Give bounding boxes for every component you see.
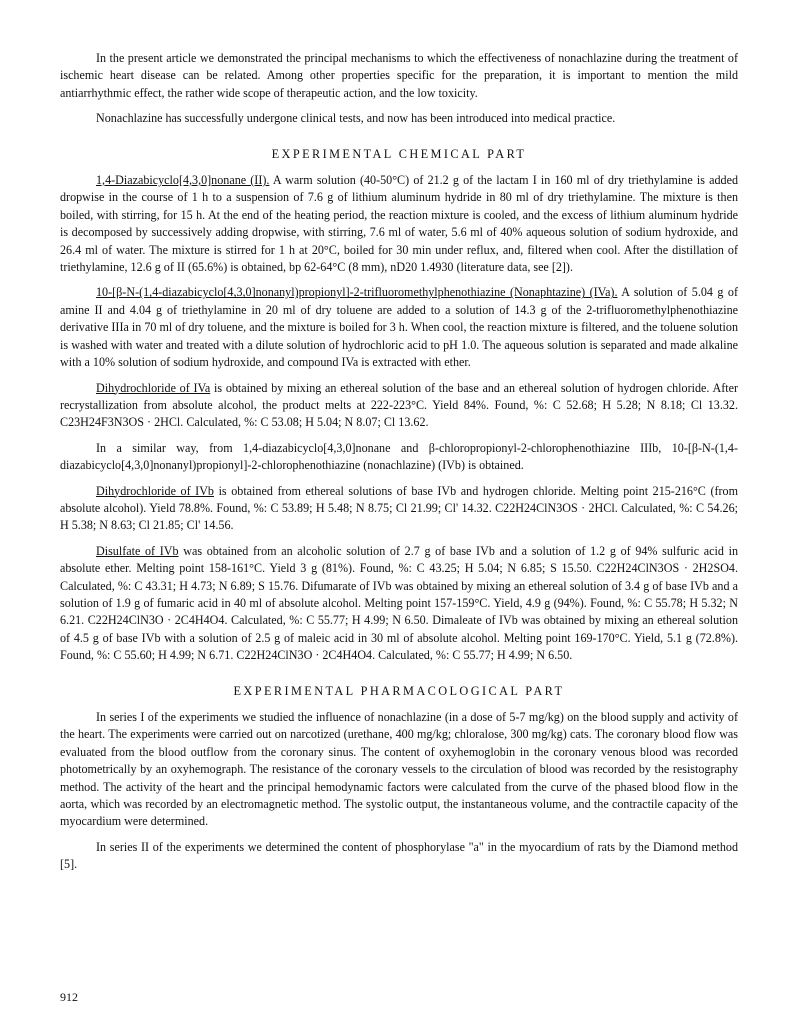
intro-paragraph-2: Nonachlazine has successfully undergone clinical tests, and now has been introduced into medical practice. [96, 111, 616, 126]
chem-paragraph-3 [60, 380, 738, 432]
chem-paragraph-6 [60, 543, 738, 665]
page-number: 912 [60, 990, 78, 1004]
section-heading-pharmacological: EXPERIMENTAL PHARMACOLOGICAL PART [233, 683, 565, 698]
chem-paragraph-1 [60, 172, 738, 276]
chem-paragraph-5 [60, 483, 738, 535]
chem-lead-3: Dihydrochloride of IVa [96, 380, 211, 395]
chem-paragraph-4 [60, 440, 738, 475]
chem-text-6: was obtained from an alcoholic solution of 2.7 g of base IVb and a solution of 1.2 g of 94% sulfuric acid in absolute ether. Melting point 158-161°C. Yield 3 g (81%). Found, %: C 43.25; H 5.04; N 6.85; S 15.50. C22H24ClN3OS · 2H2SO4. Calculated, %: C 43.31; H 4.73; N 6.89; S 15.76. Difumarate of IVb was obtained by mixing an ethereal solution of 3.4 g of base IVb and a solution of 1.9 g of fumaric acid in 40 ml of absolute alcohol. Melting point 157-159°C. Yield, 4.9 g (94%). Found, %: C 55.78; H 5.32; N 6.21. C22H24ClN3O · 2C4H4O4. Calculated, %: C 55.77; H 4.99; N 6.50. Dimaleate of IVb was obtained by mixing an ethereal solution of 4.5 g of base IVb with a solution of 2.5 g of maleic acid in 30 ml of absolute alcohol. Melting point 169-170°C. Yield, 5.1 g (72.8%). Found, %: C 55.60; H 4.99; N 6.71. C22H24ClN3O · 2C4H4O4. Calculated, %: C 55.77; H 4.99; N 6.50. [60, 543, 738, 663]
section-heading-chemical: EXPERIMENTAL CHEMICAL PART [271, 146, 527, 161]
pharm-paragraph-1: In series I of the experiments we studied the influence of nonachlazine (in a dose of 5-7 mg/kg) on the blood supply and activity of the heart. The experiments were carried out on narcotized (urethane, 400 mg/kg; chloralose, 300 mg/kg) cats. The coronary blood flow was evaluated from the blood outflow from the coronary sinus. The content of oxyhemoglobin in the coronary venous blood was recorded photometrically by an oxyhemograph. The resistance of the coronary vessels to the circulation of blood was recorded by the resistography method. The activity of the heart and the principal hemodynamic factors were calculated from the curve of the phased blood flow in the aorta, which was recorded by an electromagnetic method. The systolic output, the instantaneous volume, and the contractile capacity of the myocardium were determined. [60, 710, 738, 829]
chem-lead-1: 1,4-Diazabicyclo[4,3,0]nonane (II). [96, 173, 270, 188]
chem-text-3: is obtained by mixing an ethereal solution of the base and an ethereal solution of hydrogen chloride. After recrystallization from absolute alcohol, the product melts at 222-223°C. Yield 84%. Found, %: C 52.68; H 5.28; N 8.18; Cl 13.32. C23H24F3N3OS · 2HCl. Calculated, %: C 53.08; H 5.04; N 8.07; Cl 13.62. [60, 380, 738, 430]
chem-text-2: A solution of 5.04 g of amine II and 4.04 g of triethylamine in 20 ml of dry toluene are added to a solution of 14.3 g of the 2-trifluoromethylphenothiazine derivative IIIa in 70 ml of dry toluene, and the mixture is boiled for 3 h. When cool, the reaction mixture is filtered, and the toluene solution is washed with water and treated with a dilute solution of hydrochloric acid to pH 1.0. The aqueous solution is separated and made alkaline with a 10% solution of sodium hydroxide, and compound IVa is extracted with ether. [60, 285, 739, 370]
intro-paragraph-1: In the present article we demonstrated the principal mechanisms to which the effectiveness of nonachlazine during the treatment of ischemic heart disease can be related. Among other properties specific for the preparation, it is important to mention the mild antiarrhythmic effect, the rather wide scope of therapeutic action, and the low toxicity. [60, 51, 738, 100]
chem-lead-6: Disulfate of IVb [96, 543, 179, 558]
pharm-paragraph-2: In series II of the experiments we determined the content of phosphorylase "a" in the myocardium of rats by the Diamond method [5]. [60, 839, 738, 872]
chem-paragraph-2 [60, 284, 738, 371]
chem-lead-2: 10-[β-N-(1,4-diazabicyclo[4,3,0]nonanyl)propionyl]-2-trifluoromethylphenothiazine (Nonaphtazine) (IVa). [96, 285, 618, 300]
chem-text-1: A warm solution (40-50°C) of 21.2 g of the lactam I in 160 ml of dry triethylamine is added dropwise in the course of 1 h to a suspension of 7.6 g of lithium aluminum hydride in 80 ml of dry triethylamine. The mixture is then boiled, with stirring, for 15 h. At the end of the heating period, the reaction mixture is cooled, and the excess of lithium aluminum hydride is decomposed by successively adding dropwise, with stirring, 7.6 ml of water, 5.6 ml of 40% aqueous solution of sodium hydroxide, and 26.4 ml of water. The mixture is stirred for 1 h at 20°C, boiled for 30 min under reflux, and, filtered when cool. After the distillation of triethylamine, 12.6 g of II (65.6%) is obtained, bp 62-64°C (8 mm), nD20 1.4930 (literature data, see [2]). [60, 173, 738, 275]
article-body [60, 50, 738, 882]
chem-text-4: In a similar way, from 1,4-diazabicyclo[4,3,0]nonane and β-chloropropionyl-2-chlorophenothiazine IIIb, 10-[β-N-(1,4-diazabicyclo[4,3,0]nonanyl)propionyl]-2-chlorophenothiazine (nonachlazine) (IVb) is obtained. [60, 440, 738, 473]
chem-lead-5: Dihydrochloride of IVb [96, 483, 214, 498]
chem-text-5: is obtained from ethereal solutions of base IVb and hydrogen chloride. Melting point 215-216°C (from absolute alcohol). Yield 78.8%. Found, %: C 53.89; H 5.48; N 8.75; Cl 21.99; Cl' 14.32. C22H24ClN3OS · 2HCl. Calculated, %: C 54.26; H 5.38; N 8.63; Cl 21.85; Cl' 14.56. [60, 483, 738, 533]
